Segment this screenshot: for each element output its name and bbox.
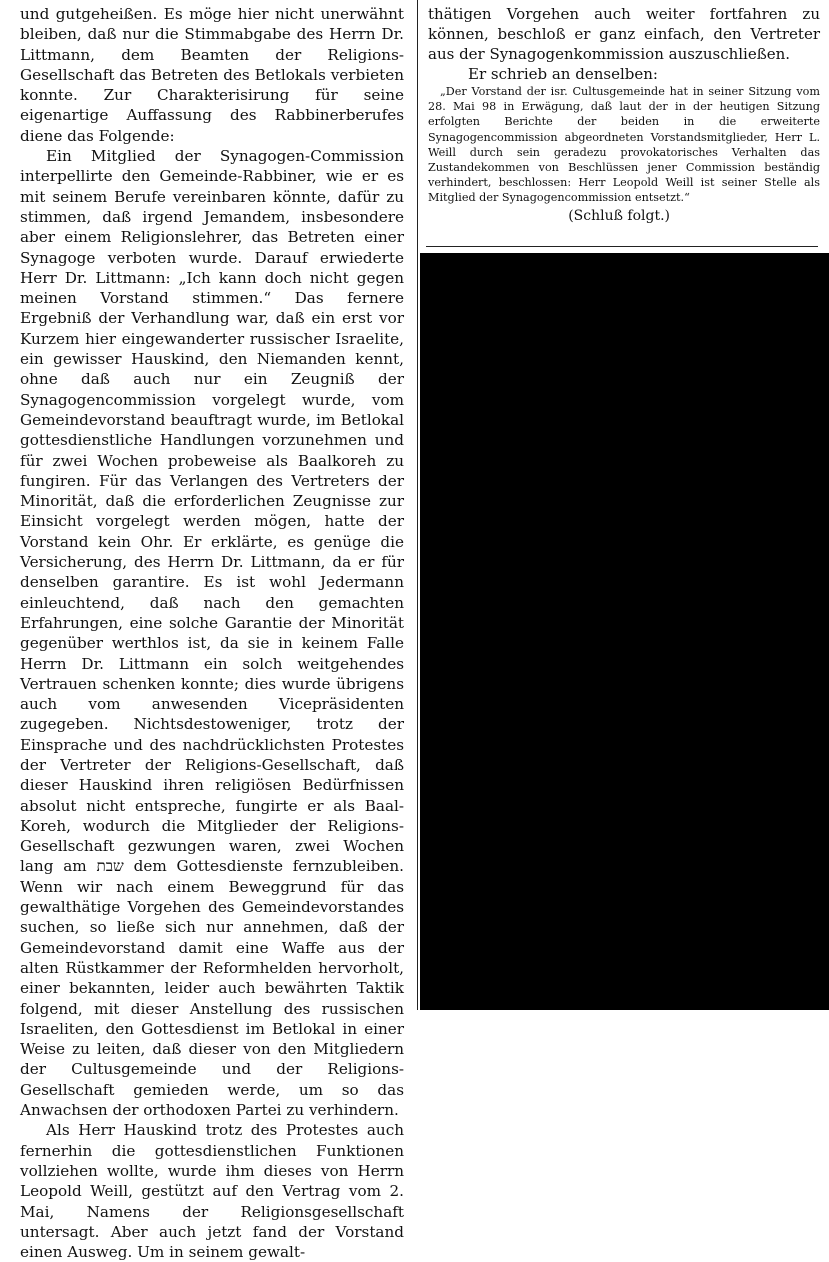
to-be-continued: (Schluß folgt.) <box>568 207 670 224</box>
letter-intro: Er schrieb an denselben: <box>468 65 658 83</box>
redacted-area <box>420 253 829 1010</box>
section-rule <box>426 246 818 247</box>
left-column <box>20 4 404 1262</box>
right-column <box>428 4 820 226</box>
paragraph-3: Als Herr Hauskind trotz des Protestes auch fernerhin die gottesdienstlichen Funktionen vollziehen wollte, wurde ihm dieses von Herrn Leopold Weill, gestützt auf den Vertrag vom 2. Mai, Namens der Religionsgesellschaft untersagt. Aber auch jetzt fand der Vorstand einen Ausweg. Um in seinem gewalt- <box>20 1121 404 1262</box>
paragraph-2: Ein Mitglied der Synagogen-Commission interpellirte den Gemeinde-Rabbiner, wie er es mit seinem Berufe vereinbaren könnte, dafür zu stimmen, daß irgend Jemandem, insbesondere aber einem Religionslehrer, das Betreten einer Synagoge verboten wurde. Darauf erwiederte Herr Dr. Littmann: „Ich kann doch nicht gegen meinen Vorstand stimmen.“ Das fernere Ergebniß der Verhandlung war, daß ein erst vor Kurzem hier eingewanderter russischer Israelite, ein gewisser Hauskind, den Niemanden kennt, ohne daß auch nur ein Zeugniß der Synagogencommission vorgelegt wurde, vom Gemeindevorstand beauftragt wurde, im Betlokal gottesdienstliche Handlungen vorzunehmen und für zwei Wochen probeweise als Baalkoreh zu fungiren. Für das Verlangen des Vertreters der Minorität, daß die erforderlichen Zeugnisse zur Einsicht vorgelegt werden mögen, hatte der Vorstand kein Ohr. Er erklärte, es genüge die Versicherung, des Herrn Dr. Littmann, da er für denselben garantire. Es ist wohl Jedermann einleuchtend, daß nach den gemachten Erfahrungen, eine solche Garantie der Minorität gegenüber werthlos ist, da sie in keinem Falle Herrn Dr. Littmann ein solch weitgehendes Vertrauen schenken konnte; dies wurde übrigens auch vom anwesenden Vicepräsidenten zugegeben. Nichtsdestoweniger, trotz der Einsprache und des nachdrücklichsten Protestes der Vertreter der Religions-Gesellschaft, daß dieser Hauskind ihren religiösen Bedürfnissen absolut nicht entspreche, fungirte er als Baal-Koreh, wodurch die Mitglieder der Religions-Gesellschaft gezwungen waren, zwei Wochen lang am שבת dem Gottesdienste fernzubleiben. Wenn wir nach einem Beweggrund für das gewalthätige Vorgehen des Gemeindevorstandes suchen, so ließe sich nur annehmen, daß der Gemeindevorstand damit eine Waffe aus der alten Rüstkammer der Reformhelden hervorholt, einer bekannten, leider auch bewährten Taktik folgend, mit dieser Anstellung des russischen Israeliten, den Gottesdienst im Betlokal in einer Weise zu leiten, daß dieser von den Mitgliedern der Cultusgemeinde und der Religions-Gesellschaft gemieden werde, um so das Anwachsen der orthodoxen Partei zu verhindern. <box>20 147 404 1120</box>
paragraph-1: und gutgeheißen. Es möge hier nicht unerwähnt bleiben, daß nur die Stimmabgabe des Herrn Dr. Littmann, dem Beamten der Religions-Gesellschaft das Betreten des Betlokals verbieten konnte. Zur Charakterisirung für seine eigenartige Auffassung des Rabbinerberufes diene das Folgende: <box>20 5 404 145</box>
continuation-text: thätigen Vorgehen auch weiter fortfahren zu können, beschloß er ganz einfach, den Vertreter aus der Synagogenkommission auszuschließen. <box>428 5 820 63</box>
column-divider <box>417 0 418 1010</box>
quoted-letter: „Der Vorstand der isr. Cultusgemeinde hat in seiner Sitzung vom 28. Mai 98 in Erwägung, daß laut der in der heutigen Sitzung erfolgten Berichte der beiden in die erweiterte Synagogencommission abgeordneten Vorstandsmitglieder, Herr L. Weill durch sein geradezu provokatorisches Verhalten das Zustandekommen von Beschlüssen jener Commission beständig verhindert, beschlossen: Herr Leopold Weill ist seiner Stelle als Mitglied der Synagogencommission entsetzt.“ <box>428 85 820 205</box>
